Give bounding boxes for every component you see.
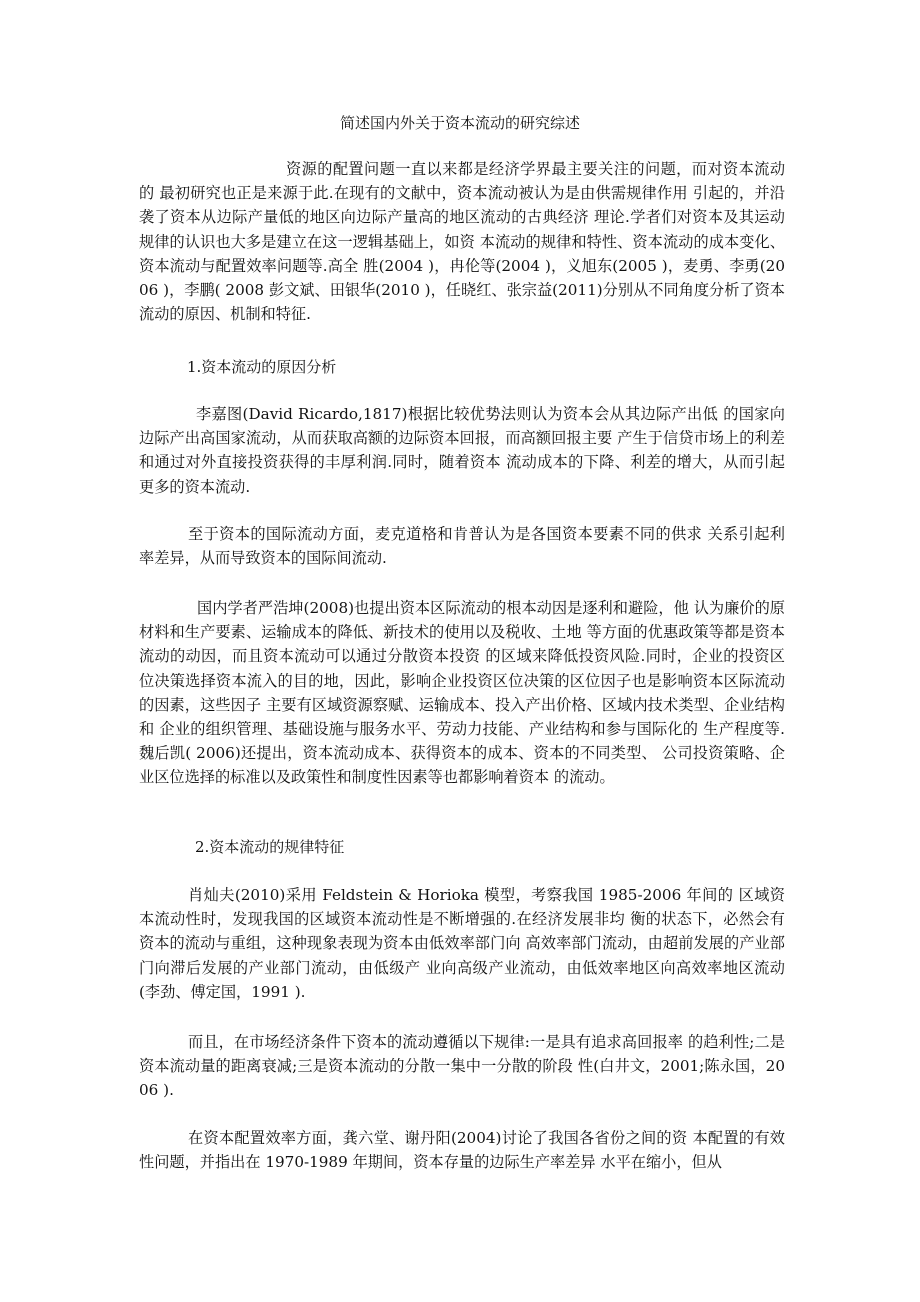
page-title: 简述国内外关于资本流动的研究综述 bbox=[339, 114, 580, 132]
section-2-paragraph-1: 肖灿夫(2010)采用 Feldstein & Horioka 模型，考察我国 1985-2006 年间的 区域资本流动性时，发现我国的区域资本流动性是不断增强的.在经济发展非均 衡的状态下，必然会有资本的流动与重组，这种现象表现为资本由低效率部门向 高效率部门流动，由超前发展的产业部门向滞后发展的产业部门流动，由低级产 业向高级产业流动，由低效率地区向高效率地区流动(李劲、傅定国，1991 ). bbox=[139, 886, 785, 1001]
section-1-paragraph-3: 国内学者严浩坤(2008)也提出资本区际流动的根本动因是逐利和避险，他 认为廉价的原材料和生产要素、运输成本的降低、新技术的使用以及税收、土地 等方面的优惠政策等都是资本流动的动因，而且资本流动可以通过分散资本投资 的区域来降低投资风险.同时，企业的投资区位决策选择资本流入的目的地，因此，影响企业投资区位决策的区位因子也是影响资本区际流动的因素，这些因子 主要有区域资源察赋、运输成本、投入产出价格、区域内技术类型、企业结构和 企业的组织管理、基础设施与服务水平、劳动力技能、产业结构和参与国际化的 生产程度等. 魏后凯( 2006)还提出，资本流动成本、获得资本的成本、资本的不同类型、 公司投资策略、企业区位选择的标准以及政策性和制度性因素等也都影响着资本 的流动。 bbox=[139, 599, 806, 787]
section-1-heading: 1.资本流动的原因分析 bbox=[187, 358, 337, 376]
section-1-paragraph-1: 李嘉图(David Ricardo,1817)根据比较优势法则认为资本会从其边际产出低 的国家向边际产出高国家流动，从而获取高额的边际资本回报，而高额回报主要 产生于信贷市场上的利差和通过对外直接投资获得的丰厚利润.同时，随着资本 流动成本的下降、利差的增大，从而引起更多的资本流动. bbox=[139, 405, 785, 496]
section-2-paragraph-3: 在资本配置效率方面，龚六堂、谢丹阳(2004)讨论了我国各省份之间的资 本配置的有效性问题，并指出在 1970-1989 年期间，资本存量的边际生产率差异 水平在缩小，但从 bbox=[139, 1129, 785, 1172]
section-1-paragraph-2: 至于资本的国际流动方面，麦克道格和肯普认为是各国资本要素不同的供求 关系引起利率差异，从而导致资本的国际间流动. bbox=[139, 525, 785, 568]
intro-paragraph: 资源的配置问题一直以来都是经济学界最主要关注的问题，而对资本流动的 最初研究也正是来源于此.在现有的文献中，资本流动被认为是由供需规律作用 引起的，并沿袭了资本从边际产量低的地区向边际产量高的地区流动的古典经济 理论.学者们对资本及其运动规律的认识也大多是建立在这一逻辑基础上，如资 本流动的规律和特性、资本流动的成本变化、资本流动与配置效率问题等.高全 胜(2004 )，冉伦等(2004 )，义旭东(2005 )，麦勇、李勇(2006 )，李鹏( 2008 彭文斌、田银华(2010 )，任晓红、张宗益(2011)分别从不同角度分析了资本 流动的原因、机制和特征. bbox=[139, 160, 785, 324]
section-2-paragraph-2: 而且，在市场经济条件下资本的流动遵循以下规律:一是具有追求高回报率 的趋利性;二是资本流动量的距离衰减;三是资本流动的分散一集中一分散的阶段 性(白井文，2001;陈永国，2006 ). bbox=[139, 1033, 785, 1100]
section-2-heading: 2.资本流动的规律特征 bbox=[195, 838, 345, 856]
